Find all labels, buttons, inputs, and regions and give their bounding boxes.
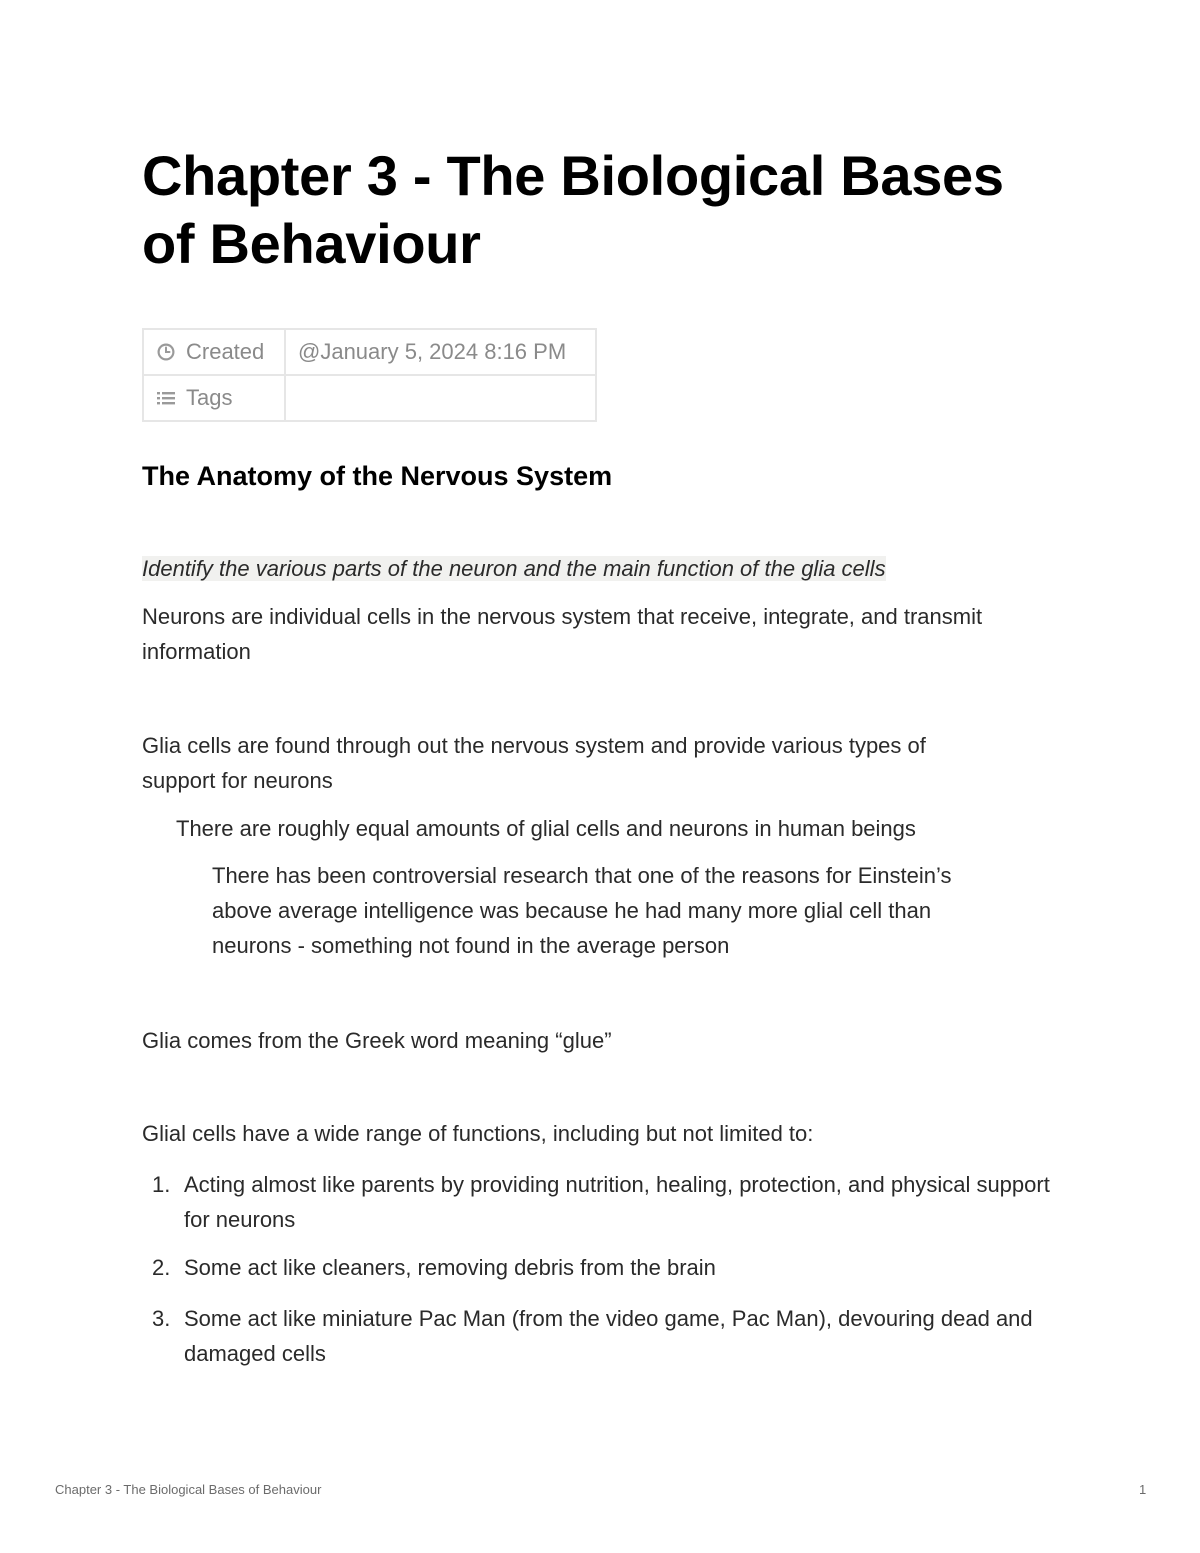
- clock-icon: [156, 342, 176, 362]
- paragraph-glia-equal: There are roughly equal amounts of glial cells and neurons in human beings: [176, 816, 916, 841]
- paragraph-neurons: Neurons are individual cells in the nervous system that receive, integrate, and transmit information: [142, 604, 983, 664]
- page-title: Chapter 3 - The Biological Bases of Behaviour: [142, 144, 1004, 275]
- property-label-tags: Tags: [186, 385, 233, 410]
- paragraph-glia-cells: Glia cells are found through out the nervous system and provide various types of support for neurons: [142, 733, 926, 793]
- learning-objective: [142, 551, 1062, 586]
- property-value-created: @January 5, 2024 8:16 PM: [285, 329, 596, 375]
- list-item-text: Some act like miniature Pac Man (from the video game, Pac Man), devouring dead and damaged cells: [184, 1306, 1033, 1366]
- list-item-text: Acting almost like parents by providing nutrition, healing, protection, and physical support for neurons: [184, 1172, 1050, 1232]
- list-item: [142, 1301, 1064, 1371]
- list-item: [142, 1167, 1064, 1237]
- list-item: [142, 1250, 1064, 1285]
- footer-doc-title: Chapter 3 - The Biological Bases of Behaviour: [55, 1482, 322, 1497]
- property-value-tags: [285, 375, 596, 421]
- footer-page-number: 1: [1139, 1482, 1147, 1497]
- properties-table: [142, 328, 597, 422]
- list-item-text: Some act like cleaners, removing debris from the brain: [184, 1255, 716, 1280]
- list-item-number: 3.: [152, 1306, 171, 1331]
- property-row-tags: [143, 375, 596, 421]
- section-heading: The Anatomy of the Nervous System: [142, 461, 613, 491]
- property-row-created: [143, 329, 596, 375]
- paragraph-einstein: There has been controversial research that one of the reasons for Einstein’s above average intelligence was because he had many more glial cell than neurons - something not found in the average person: [212, 863, 952, 958]
- paragraph-glia-origin: Glia comes from the Greek word meaning “glue”: [142, 1028, 612, 1053]
- paragraph-glial-functions-intro: Glial cells have a wide range of functions, including but not limited to:: [142, 1121, 814, 1146]
- learning-objective-text: Identify the various parts of the neuron and the main function of the glia cells: [142, 556, 886, 581]
- property-label-created: Created: [186, 339, 265, 364]
- property-name-created: [143, 329, 285, 375]
- list-item-number: 2.: [152, 1255, 171, 1280]
- list-icon: [156, 388, 176, 408]
- property-name-tags: [143, 375, 285, 421]
- list-item-number: 1.: [152, 1172, 171, 1197]
